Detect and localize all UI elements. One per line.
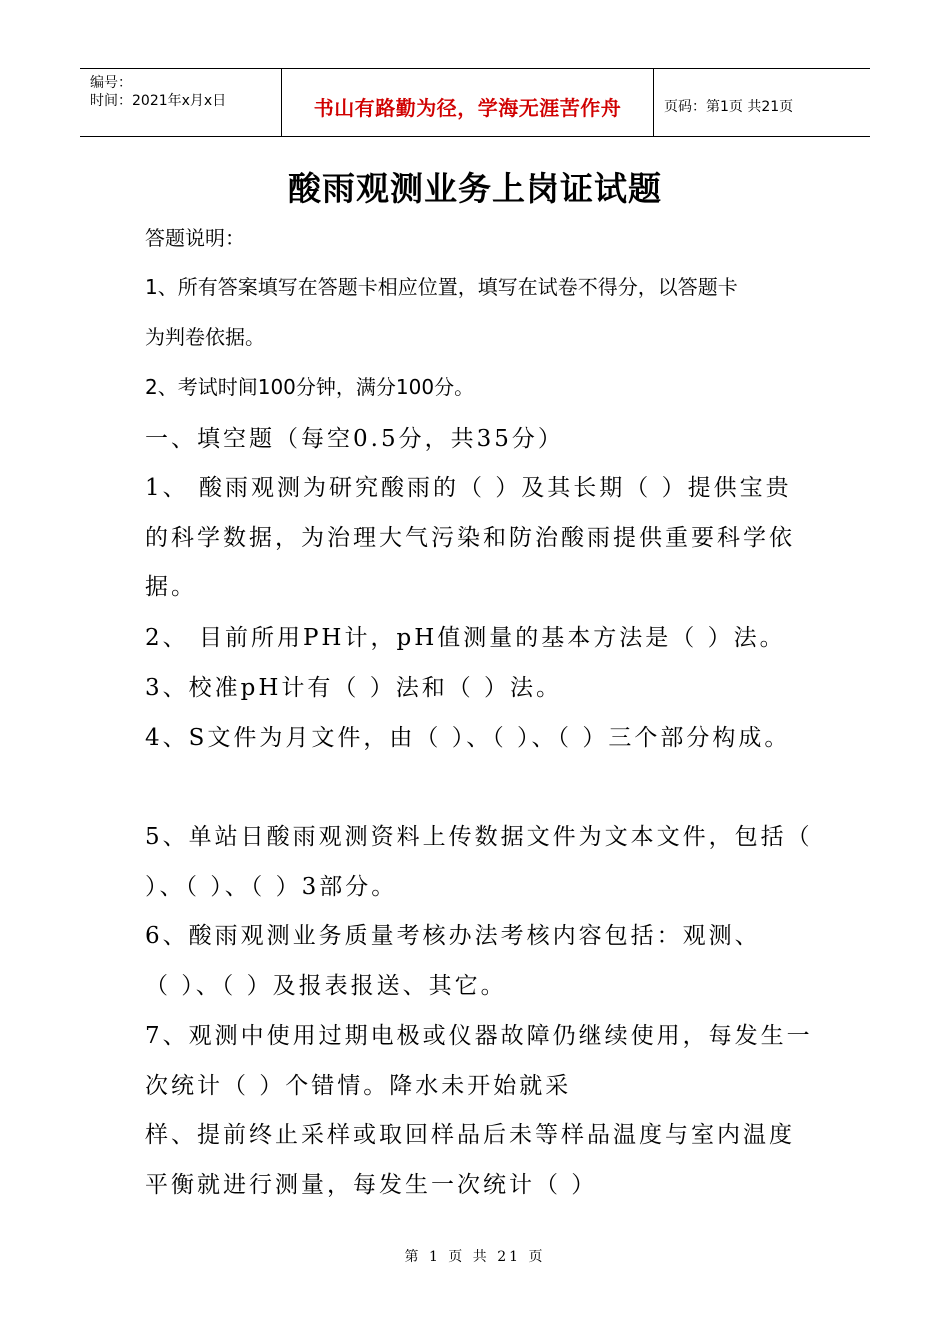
motto: 书山有路勤为径，学海无涯苦作舟 [313, 96, 622, 120]
question-line: 2、 目前所用PH计，pH值测量的基本方法是（ ）法。 [145, 625, 786, 651]
question-line: ）、（ ）、（ ）3部分。 [145, 874, 398, 900]
question-line: 7、观测中使用过期电极或仪器故障仍继续使用，每发生一 [145, 1023, 813, 1049]
question-line: 6、酸雨观测业务质量考核办法考核内容包括：观测、 [145, 923, 761, 949]
header-middle-cell [282, 69, 654, 136]
question-line: 5、单站日酸雨观测资料上传数据文件为文本文件，包括（ [145, 824, 813, 850]
page-footer: 第 1 页 共 21 页 [404, 1249, 546, 1265]
instruction-line-1: 1、所有答案填写在答题卡相应位置，填写在试卷不得分，以答题卡 [145, 275, 738, 299]
page-header [80, 68, 870, 137]
question-line: 样、提前终止采样或取回样品后未等样品温度与室内温度 [145, 1122, 795, 1148]
question-line: （ ）、（ ）及报表报送、其它。 [145, 973, 507, 999]
section-heading: 一、填空题（每空0.5分，共35分） [145, 426, 564, 452]
question-line: 3、校准pH计有（ ）法和（ ）法。 [145, 675, 563, 701]
question-line: 平衡就进行测量，每发生一次统计（ ） [145, 1172, 598, 1198]
document-title: 酸雨观测业务上岗证试题 [288, 169, 662, 208]
header-left-cell [80, 69, 282, 136]
instructions-heading: 答题说明： [145, 226, 245, 250]
page-info: 页码：第1页 共21页 [664, 98, 794, 115]
time-label: 时间：2021年x月x日 [90, 93, 227, 109]
instruction-line-2: 为判卷依据。 [145, 325, 265, 349]
question-line: 4、S文件为月文件，由（ ）、（ ）、（ ）三个部分构成。 [145, 725, 791, 751]
header-right-cell [654, 69, 870, 136]
instruction-line-3: 2、考试时间100分钟，满分100分。 [145, 375, 475, 399]
question-line: 次统计（ ）个错情。降水未开始就采 [145, 1073, 572, 1099]
question-line: 1、 酸雨观测为研究酸雨的（ ）及其长期（ ）提供宝贵 [145, 475, 792, 501]
serial-label: 编号： [90, 75, 132, 91]
question-line: 的科学数据，为治理大气污染和防治酸雨提供重要科学依 [145, 525, 795, 551]
question-line: 据。 [145, 574, 197, 600]
